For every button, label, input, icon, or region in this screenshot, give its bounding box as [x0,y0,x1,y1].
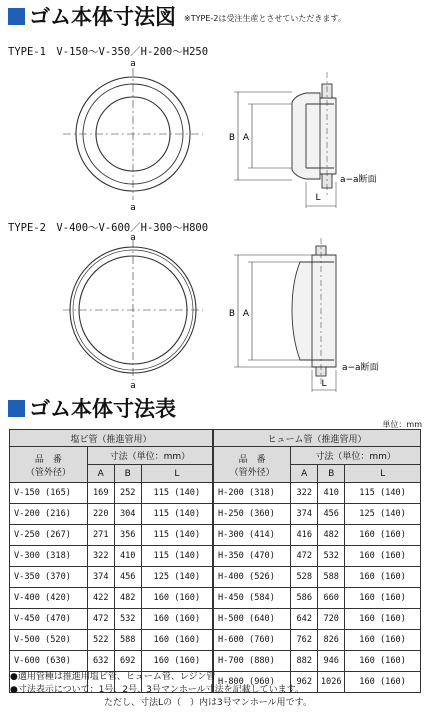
pvc-dim-header: 寸法（単位：mm） [87,447,213,465]
hume-cell: 1026 [318,672,345,693]
heading-square-icon [8,400,25,417]
table-row [10,651,421,672]
pvc-cell: 160 (160) [141,630,213,651]
hume-cell: 586 [291,588,318,609]
hume-cell: 160 (160) [345,588,421,609]
pvc-cell: 304 [114,504,141,525]
pvc-cell: 532 [114,609,141,630]
pvc-cell: 220 [87,504,114,525]
pvc-cell: 692 [114,651,141,672]
pvc-cell: V-600 (630) [10,651,88,672]
pvc-col-b: B [114,465,141,483]
pvc-cell: 160 (160) [141,651,213,672]
hume-cell: 374 [291,504,318,525]
pvc-cell: 374 [87,567,114,588]
type2-a-bottom: a [130,381,136,391]
hume-cell: 826 [318,630,345,651]
hume-cell: 946 [318,651,345,672]
pvc-cell: 422 [87,588,114,609]
pvc-group-header: 塩ビ管（推進管用） [10,430,213,447]
type2-B-label: B [228,309,235,319]
hume-cell: 588 [318,567,345,588]
pvc-cell: V-300 (318) [10,546,88,567]
table-row [10,546,421,567]
pvc-cell: V-500 (520) [10,630,88,651]
hume-cell: 160 (160) [345,609,421,630]
table-row [10,567,421,588]
hume-cell: H-300 (414) [213,525,291,546]
type1-section-view [234,72,336,208]
part-no-label: 品 番 [34,454,62,465]
table-row [10,504,421,525]
table-row [10,525,421,546]
hume-cell: 160 (160) [345,567,421,588]
hume-cell: H-700 (880) [213,651,291,672]
type2-L-label: L [321,379,327,389]
type1-a-bottom: a [130,203,136,213]
type2-front-view [63,240,203,380]
hume-cell: H-400 (526) [213,567,291,588]
pvc-cell: 169 [87,483,114,504]
pvc-cell: 322 [87,546,114,567]
pvc-cell: 125 (140) [141,567,213,588]
hume-cell: 642 [291,609,318,630]
type1-a-top: a [130,59,136,69]
hume-cell: H-800 (960) [213,672,291,693]
hume-cell: 532 [318,546,345,567]
pvc-cell: 271 [87,525,114,546]
hume-part-header [213,447,291,483]
hume-col-a: A [291,465,318,483]
type1-front-view [63,68,203,200]
type2-section-view [234,238,336,392]
pvc-cell: V-150 (165) [10,483,88,504]
pvc-col-l: L [141,465,213,483]
hume-cell: 720 [318,609,345,630]
table-row [10,630,421,651]
type1-A-label: A [242,133,249,143]
hume-cell: 160 (160) [345,546,421,567]
hume-cell: 160 (160) [345,651,421,672]
hume-cell: 456 [318,504,345,525]
type2-section-label: a−a断面 [342,363,379,373]
hume-cell: 160 (160) [345,630,421,651]
pvc-cell: V-450 (470) [10,609,88,630]
pvc-cell: 115 (140) [141,504,213,525]
type1-label: TYPE-1 V-150〜V-350／H-200〜H250 [8,46,209,58]
hume-cell: 416 [291,525,318,546]
hume-cell: H-200 (318) [213,483,291,504]
table-row [10,609,421,630]
hume-dim-header: 寸法（単位：mm） [291,447,421,465]
heading-square-icon [8,8,25,25]
pvc-cell: 472 [87,609,114,630]
pvc-cell: 588 [114,630,141,651]
table-row [10,483,421,504]
pvc-cell: V-250 (267) [10,525,88,546]
section-heading-table [8,398,176,420]
hume-cell: 762 [291,630,318,651]
hume-cell: H-600 (760) [213,630,291,651]
pvc-cell: 115 (140) [141,546,213,567]
outer-dia-label: （管外径） [25,467,71,478]
hume-cell: 410 [318,483,345,504]
hume-cell: H-500 (640) [213,609,291,630]
type2-drawing [0,232,432,396]
pvc-cell: 115 (140) [141,483,213,504]
pvc-cell: V-350 (370) [10,567,88,588]
pvc-cell: 252 [114,483,141,504]
pvc-cell: 456 [114,567,141,588]
hume-cell: 962 [291,672,318,693]
type2-A-label: A [242,309,249,319]
hume-cell: H-350 (470) [213,546,291,567]
outer-dia-label: （管外径） [229,467,275,478]
hume-cell: 322 [291,483,318,504]
type2-a-top: a [130,233,136,243]
unit-label: 単位：mm [382,420,422,429]
footnote-dimensions: ●寸法表示について：1号、2号、3号マンホール寸法を記載しています。 [10,685,304,695]
hume-cell: H-250 (360) [213,504,291,525]
hume-group-header: ヒューム管（推進管用） [213,430,421,447]
hume-cell: 882 [291,651,318,672]
hume-cell: H-450 (584) [213,588,291,609]
hume-cell: 160 (160) [345,672,421,693]
type1-drawing [0,56,432,216]
part-no-label: 品 番 [238,454,266,465]
hume-col-l: L [345,465,421,483]
order-note: ※TYPE-2は受注生産とさせていただきます。 [184,14,346,23]
hume-cell: 660 [318,588,345,609]
pvc-cell: V-200 (216) [10,504,88,525]
type2-label: TYPE-2 V-400〜V-600／H-300〜H800 [8,222,209,234]
hume-cell: 472 [291,546,318,567]
pvc-col-a: A [87,465,114,483]
footnote-applicable: ●適用管種は推進用塩ビ管、ヒューム管、レジン管 [10,672,216,682]
pvc-cell: 160 (160) [141,588,213,609]
section-title-table: ゴム本体寸法表 [29,397,176,421]
hume-cell: 482 [318,525,345,546]
dimension-table-body [10,483,421,693]
pvc-cell: 632 [87,651,114,672]
hume-cell: 125 (140) [345,504,421,525]
pvc-cell: 115 (140) [141,525,213,546]
hume-col-b: B [318,465,345,483]
pvc-cell: 522 [87,630,114,651]
hume-cell: 528 [291,567,318,588]
section-title-drawing: ゴム本体寸法図 [29,5,176,29]
table-row [10,588,421,609]
pvc-cell: V-400 (420) [10,588,88,609]
type1-B-label: B [228,133,235,143]
footnote-l-note: ただし、寸法Lの（ ）内は3号マンホール用です。 [104,698,312,708]
pvc-cell: 356 [114,525,141,546]
section-heading-drawing [8,6,346,28]
pvc-cell: 410 [114,546,141,567]
pvc-part-header [10,447,88,483]
pvc-cell: 482 [114,588,141,609]
hume-cell: 160 (160) [345,525,421,546]
type1-section-label: a−a断面 [340,175,377,185]
hume-cell: 115 (140) [345,483,421,504]
pvc-cell: 160 (160) [141,609,213,630]
type1-L-label: L [315,193,321,203]
dimension-table [9,429,421,693]
